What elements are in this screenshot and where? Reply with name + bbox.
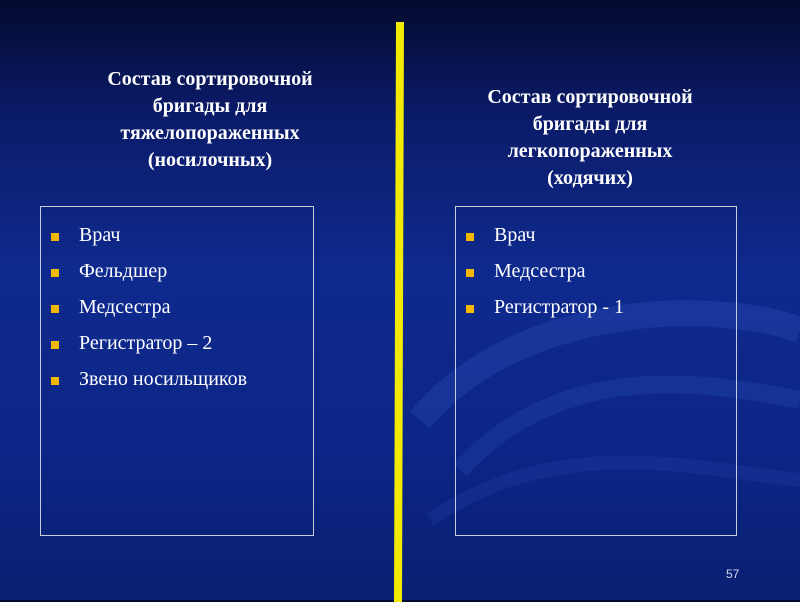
right-heading-line: легкопораженных bbox=[507, 140, 673, 162]
list-item-text: Медсестра bbox=[79, 296, 171, 318]
left-staff-list-box bbox=[40, 206, 314, 536]
list-item bbox=[47, 253, 247, 289]
square-bullet-icon bbox=[51, 377, 59, 385]
square-bullet-icon bbox=[51, 233, 59, 241]
right-staff-list-box bbox=[455, 206, 737, 536]
right-staff-list bbox=[462, 217, 624, 325]
page-number: 57 bbox=[726, 567, 740, 581]
left-heading-line: (носилочных) bbox=[147, 149, 273, 171]
left-staff-list bbox=[47, 217, 247, 397]
square-bullet-icon bbox=[51, 341, 59, 349]
list-item-text: Врач bbox=[79, 224, 121, 246]
list-item bbox=[47, 217, 247, 253]
list-item bbox=[462, 253, 624, 289]
list-item-text: Звено носильщиков bbox=[79, 368, 248, 390]
left-column-heading bbox=[60, 66, 360, 174]
square-bullet-icon bbox=[466, 269, 474, 277]
square-bullet-icon bbox=[51, 269, 59, 277]
right-heading-line: (ходячих) bbox=[547, 167, 633, 189]
yellow-divider-line bbox=[392, 22, 406, 602]
square-bullet-icon bbox=[466, 233, 474, 241]
right-heading-line: бригады для bbox=[532, 113, 648, 135]
square-bullet-icon bbox=[51, 305, 59, 313]
square-bullet-icon bbox=[466, 305, 474, 313]
left-heading-line: бригады для bbox=[152, 95, 268, 117]
list-item bbox=[47, 289, 247, 325]
right-column-heading bbox=[440, 84, 740, 192]
list-item bbox=[462, 289, 624, 325]
left-heading-line: Состав сортировочной bbox=[107, 68, 313, 90]
list-item bbox=[47, 325, 247, 361]
list-item-text: Регистратор – 2 bbox=[79, 332, 213, 354]
list-item-text: Регистратор - 1 bbox=[494, 296, 624, 318]
right-heading-line: Состав сортировочной bbox=[487, 86, 693, 108]
list-item bbox=[462, 217, 624, 253]
list-item-text: Врач bbox=[494, 224, 536, 246]
list-item-text: Медсестра bbox=[494, 260, 586, 282]
left-heading-line: тяжелопораженных bbox=[120, 122, 300, 144]
list-item bbox=[47, 361, 247, 397]
list-item-text: Фельдшер bbox=[79, 260, 168, 282]
